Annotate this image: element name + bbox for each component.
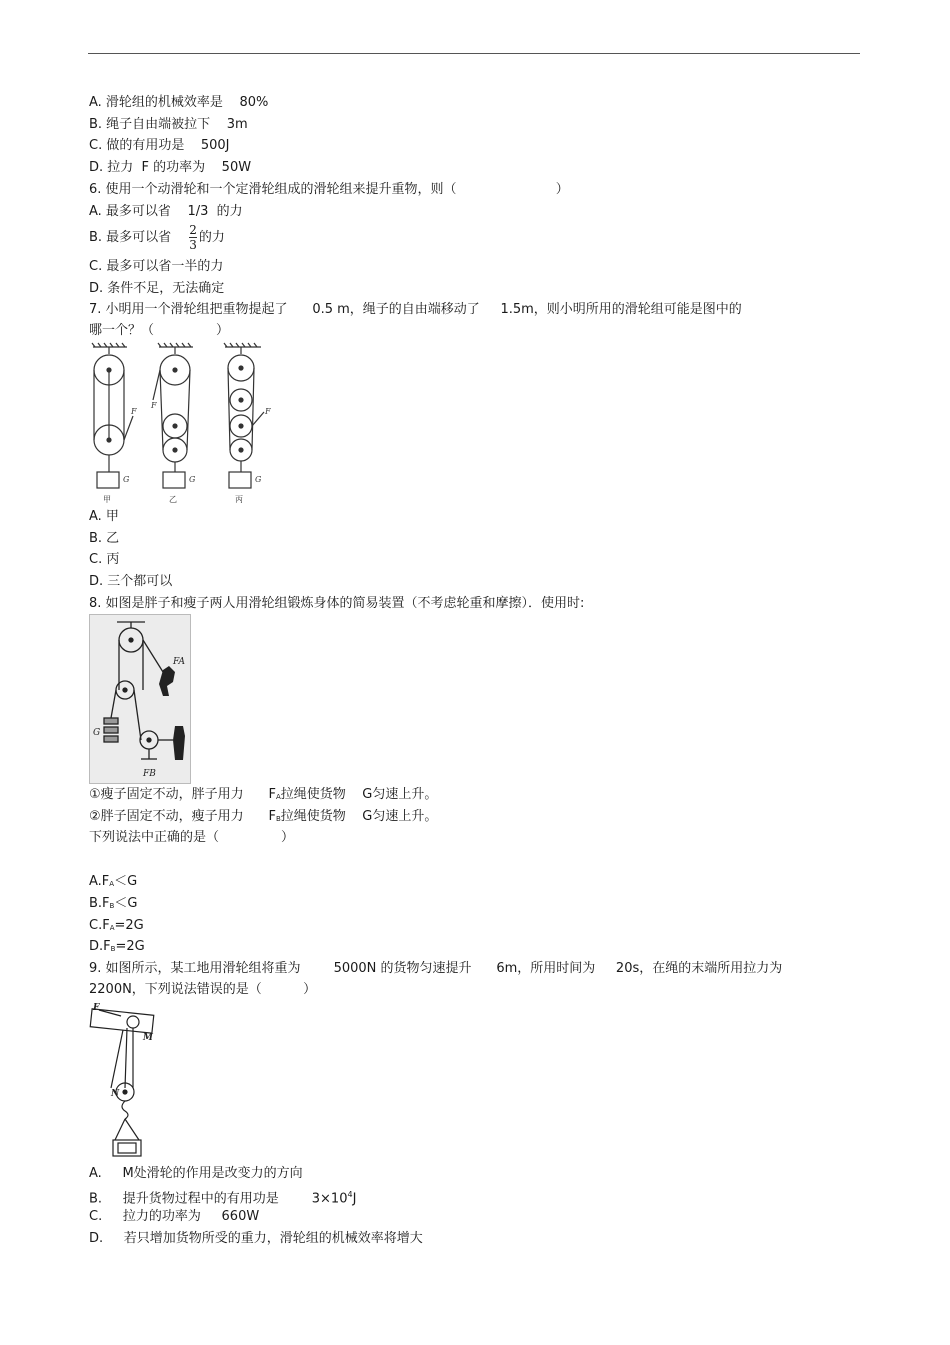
q7-option-a: A. 甲 xyxy=(89,509,119,524)
two-thirds-fraction xyxy=(189,224,197,251)
q7-force-label-1: F xyxy=(131,407,137,416)
fraction-numerator: 2 xyxy=(189,223,197,237)
q8-a-sub: A xyxy=(109,880,115,888)
q9-stem-line1: 9. 如图所示，某工地用滑轮组将重为 5000N 的货物匀速提升 6m，所用时间为 20s，在绳的末端所用拉力为 xyxy=(89,961,783,976)
q8-c-pre: C.F xyxy=(89,918,110,933)
header-rule xyxy=(88,53,860,54)
q9-b-post: J xyxy=(352,1191,357,1207)
q9-option-b xyxy=(89,1187,356,1207)
q8-stem: 8. 如图是胖子和瘦子两人用滑轮组锻炼身体的简易装置（不考虑轮重和摩擦）．使用时: xyxy=(89,596,585,611)
q7-option-c: C. 丙 xyxy=(89,552,120,567)
q9-crane-figure xyxy=(89,1000,159,1162)
q9-option-a: A. M处滑轮的作用是改变力的方向 xyxy=(89,1166,303,1181)
q8-item2-pre: ②胖子固定不动，瘦子用力 F xyxy=(89,809,276,824)
q9-stem-line2: 2200N，下列说法错误的是（ ） xyxy=(89,982,317,997)
q5-option-b: B. 绳子自由端被拉下 3m xyxy=(89,117,248,132)
q9-option-c: C. 拉力的功率为 660W xyxy=(89,1209,260,1224)
q8-b-sub: B xyxy=(109,902,115,910)
q8-item2-post: 拉绳使货物 G匀速上升。 xyxy=(280,809,438,824)
q8-item1 xyxy=(89,787,437,805)
q8-option-c xyxy=(89,918,144,936)
fraction-denominator: 3 xyxy=(189,238,197,252)
q9-option-d: D. 若只增加货物所受的重力，滑轮组的机械效率将增大 xyxy=(89,1231,423,1246)
q8-d-post: =2G xyxy=(115,939,145,954)
q8-item1-post: 拉绳使货物 G匀速上升。 xyxy=(280,787,438,802)
q8-b-post: ＜G xyxy=(114,896,138,911)
q7-weight-label-3: G xyxy=(255,475,262,484)
q6-option-d: D. 条件不足，无法确定 xyxy=(89,281,225,296)
q8-fa-label: FA xyxy=(173,657,185,667)
q8-option-a xyxy=(89,874,137,892)
q8-d-sub: B xyxy=(110,945,116,953)
q7-weight-label-2: G xyxy=(189,475,196,484)
q6-option-b-suffix: 的力 xyxy=(198,230,225,245)
q7-figure-label-yi: 乙 xyxy=(169,495,177,504)
q9-b-sup: 4 xyxy=(347,1190,353,1199)
q7-weight-label-1: G xyxy=(123,475,130,484)
q8-fb-label: FB xyxy=(143,769,156,779)
q7-figure-label-bing: 丙 xyxy=(235,495,243,504)
q8-c-post: =2G xyxy=(114,918,144,933)
q8-d-pre: D.F xyxy=(89,939,111,954)
q6-option-b-prefix: B. 最多可以省 xyxy=(89,230,172,245)
q8-g-label: G xyxy=(93,728,101,738)
q8-c-sub: A xyxy=(109,924,115,932)
q8-item1-pre: ①瘦子固定不动，胖子用力 F xyxy=(89,787,276,802)
q8-option-d xyxy=(89,939,145,957)
q9-m-label: M xyxy=(143,1033,153,1043)
q7-option-d: D. 三个都可以 xyxy=(89,574,173,589)
q9-n-label: N xyxy=(111,1089,120,1099)
q6-option-a: A. 最多可以省 1/3 的力 xyxy=(89,204,243,219)
q9-b-pre: B. 提升货物过程中的有用功是 3×10 xyxy=(89,1191,348,1207)
q7-force-label-2: F xyxy=(151,401,157,410)
q8-item2-sub: B xyxy=(275,815,281,823)
q9-f-label: F xyxy=(93,1003,100,1013)
q5-option-d: D. 拉力 F 的功率为 50W xyxy=(89,160,252,175)
q6-option-b xyxy=(89,224,225,251)
q7-stem-line1: 7. 小明用一个滑轮组把重物提起了 0.5 m，绳子的自由端移动了 1.5m，则小明所用的滑轮组可能是图中的 xyxy=(89,302,742,317)
q8-item2 xyxy=(89,809,437,827)
q8-b-pre: B.F xyxy=(89,896,110,911)
q5-option-a: A. 滑轮组的机械效率是 80% xyxy=(89,95,269,110)
q5-option-c: C. 做的有用功是 500J xyxy=(89,138,230,153)
q7-force-label-3: F xyxy=(265,407,271,416)
q8-item1-sub: A xyxy=(275,793,281,801)
q7-figure-label-jia: 甲 xyxy=(103,495,111,504)
q7-pulley-figure xyxy=(89,342,275,506)
q8-option-b xyxy=(89,896,137,914)
q6-stem: 6. 使用一个动滑轮和一个定滑轮组成的滑轮组来提升重物，则（ ） xyxy=(89,182,569,197)
q8-a-pre: A.F xyxy=(89,874,110,889)
q8-a-post: ＜G xyxy=(114,874,138,889)
q6-option-c: C. 最多可以省一半的力 xyxy=(89,259,224,274)
q7-option-b: B. 乙 xyxy=(89,531,120,546)
q7-stem-line2: 哪一个？（ ） xyxy=(89,323,229,338)
q8-ask: 下列说法中正确的是（ ） xyxy=(89,830,294,845)
q8-exercise-figure xyxy=(89,614,191,784)
